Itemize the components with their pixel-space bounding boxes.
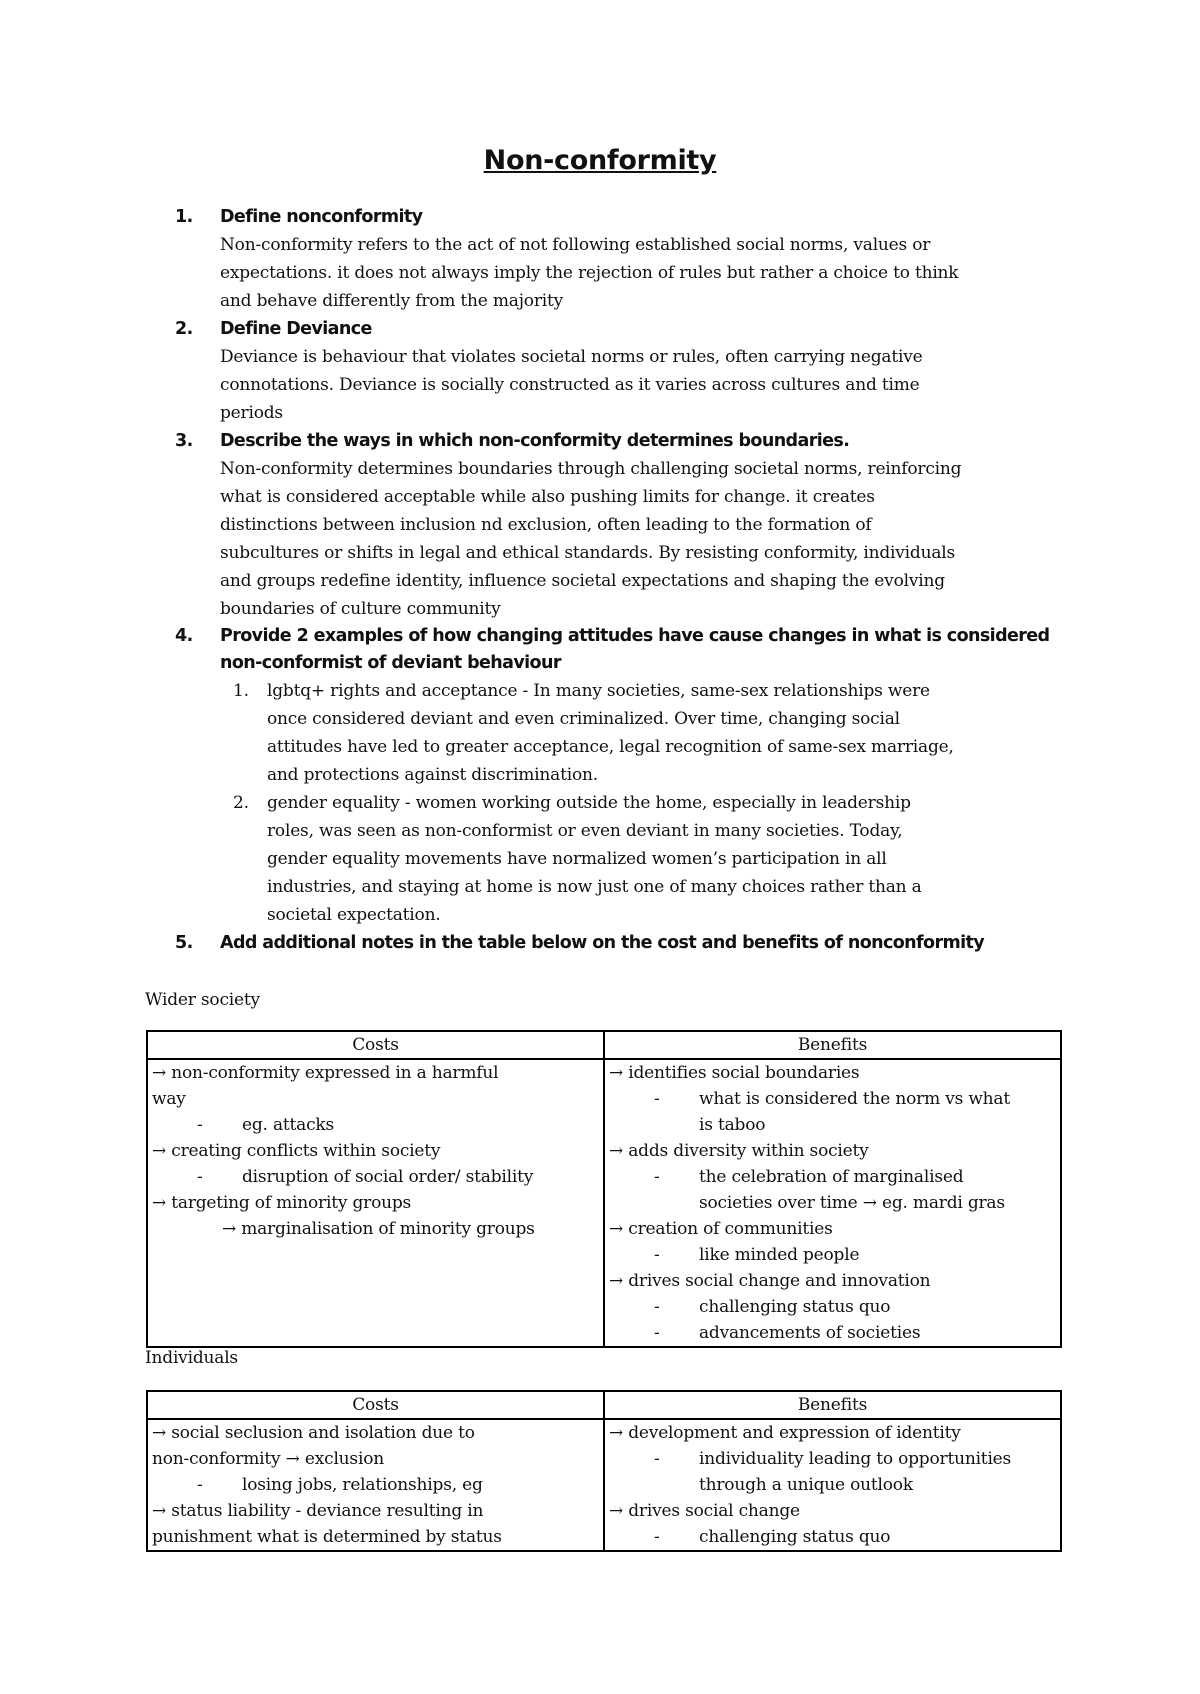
question-number: 4. (175, 626, 193, 646)
question-4 (175, 623, 1075, 929)
bullet-dash: - (197, 1167, 203, 1187)
bullet-dash: - (654, 1245, 660, 1265)
cell-line (609, 1086, 1056, 1112)
question-heading-text: Add additional notes in the table below on the cost and benefits of nonconformity (220, 933, 985, 953)
page-title: Non-conformity (483, 145, 717, 176)
cell-line-text: individuality leading to opportunities (699, 1449, 1012, 1469)
benefits-header: Benefits (604, 1391, 1061, 1419)
table-row (147, 1059, 1061, 1347)
example-item (220, 789, 1075, 929)
answer-line: connotations. Deviance is socially constructed as it varies across cultures and time (220, 375, 920, 395)
example-line: lgbtq+ rights and acceptance - In many societies, same-sex relationships were (267, 681, 930, 701)
costs-header: Costs (147, 1031, 604, 1059)
example-line: and protections against discrimination. (267, 765, 598, 785)
costs-cell (147, 1419, 604, 1551)
cell-line (609, 1446, 1056, 1472)
answer-line: boundaries of culture community (220, 599, 501, 619)
example-line: once considered deviant and even criminalized. Over time, changing social (267, 709, 900, 729)
table-header-row (147, 1391, 1061, 1419)
question-3 (175, 427, 1075, 623)
answer-line: expectations. it does not always imply the rejection of rules but rather a choice to think (220, 263, 959, 283)
benefits-header: Benefits (604, 1031, 1061, 1059)
cell-line-text: challenging status quo (699, 1527, 891, 1547)
cell-line (609, 1524, 1056, 1550)
cell-line-text: what is considered the norm vs what (699, 1089, 1010, 1109)
answer-line: Non-conformity refers to the act of not following established social norms, values or (220, 235, 931, 255)
example-number: 2. (233, 793, 249, 813)
cell-line: societies over time → eg. mardi gras (699, 1193, 1005, 1213)
cell-line: → creation of communities (609, 1219, 833, 1239)
bullet-dash: - (654, 1323, 660, 1343)
section-label-wider-society: Wider society (145, 990, 260, 1010)
cell-line: way (152, 1089, 186, 1109)
example-line: gender equality movements have normalized women’s participation in all (267, 849, 887, 869)
individuals-table (146, 1390, 1062, 1552)
costs-cell (147, 1059, 604, 1347)
bullet-dash: - (197, 1115, 203, 1135)
question-number: 3. (175, 431, 193, 451)
example-line: gender equality - women working outside the home, especially in leadership (267, 793, 911, 813)
cell-line (152, 1112, 599, 1138)
cell-line-text: advancements of societies (699, 1323, 921, 1343)
question-heading (175, 315, 1075, 343)
example-line: attitudes have led to greater acceptance, legal recognition of same-sex marriage, (267, 737, 954, 757)
bullet-dash: - (654, 1167, 660, 1187)
answer-line: periods (220, 403, 283, 423)
cell-line (609, 1164, 1056, 1190)
cell-line: → status liability - deviance resulting in (152, 1501, 484, 1521)
benefits-cell (604, 1059, 1061, 1347)
cell-line: → drives social change (609, 1501, 800, 1521)
example-number: 1. (233, 681, 249, 701)
cell-line: → drives social change and innovation (609, 1271, 931, 1291)
cell-line: → targeting of minority groups (152, 1193, 412, 1213)
question-1 (175, 203, 1075, 315)
question-heading-line: non-conformist of deviant behaviour (220, 653, 561, 673)
question-answer (175, 343, 1075, 427)
bullet-dash: - (654, 1089, 660, 1109)
question-answer (175, 231, 1075, 315)
example-item (220, 677, 1075, 789)
section-label-individuals: Individuals (145, 1348, 238, 1368)
table-row (147, 1419, 1061, 1551)
cell-line (152, 1472, 599, 1498)
answer-line: what is considered acceptable while also pushing limits for change. it creates (220, 487, 875, 507)
question-answer (175, 455, 1075, 623)
answer-line: subcultures or shifts in legal and ethical standards. By resisting conformity, individuals (220, 543, 956, 563)
question-heading-line: Provide 2 examples of how changing attitudes have cause changes in what is considered (220, 626, 1050, 646)
cell-line: through a unique outlook (699, 1475, 913, 1495)
table-header-row (147, 1031, 1061, 1059)
cell-line: → non-conformity expressed in a harmful (152, 1063, 499, 1083)
answer-line: and behave differently from the majority (220, 291, 564, 311)
example-line: roles, was seen as non-conformist or even deviant in many societies. Today, (267, 821, 903, 841)
cell-line (609, 1294, 1056, 1320)
costs-header: Costs (147, 1391, 604, 1419)
benefits-cell (604, 1419, 1061, 1551)
cell-line-text: like minded people (699, 1245, 860, 1265)
cell-line: → adds diversity within society (609, 1141, 869, 1161)
cell-line: → social seclusion and isolation due to (152, 1423, 475, 1443)
question-2 (175, 315, 1075, 427)
question-heading (175, 623, 1075, 677)
cell-line: → marginalisation of minority groups (222, 1219, 535, 1239)
question-5 (175, 929, 1075, 957)
bullet-dash: - (654, 1527, 660, 1547)
cell-line (609, 1242, 1056, 1268)
bullet-dash: - (654, 1449, 660, 1469)
cell-line-text: eg. attacks (242, 1115, 335, 1135)
question-list (175, 203, 1075, 957)
cell-line (152, 1164, 599, 1190)
example-line: societal expectation. (267, 905, 441, 925)
example-line: industries, and staying at home is now just one of many choices rather than a (267, 877, 922, 897)
question-heading-text: Define nonconformity (220, 207, 423, 227)
cell-line: → creating conflicts within society (152, 1141, 441, 1161)
cell-line: non-conformity → exclusion (152, 1449, 384, 1469)
cell-line (609, 1320, 1056, 1346)
question-heading (175, 203, 1075, 231)
answer-line: Non-conformity determines boundaries through challenging societal norms, reinforcing (220, 459, 962, 479)
question-heading-text: Define Deviance (220, 319, 372, 339)
question-number: 2. (175, 319, 193, 339)
cell-line-text: losing jobs, relationships, eg (242, 1475, 483, 1495)
cell-line: punishment what is determined by status (152, 1527, 502, 1547)
example-list (175, 677, 1075, 929)
cell-line-text: challenging status quo (699, 1297, 891, 1317)
question-number: 1. (175, 207, 193, 227)
question-heading-text: Describe the ways in which non-conformity determines boundaries. (220, 431, 850, 451)
cell-line-text: disruption of social order/ stability (242, 1167, 534, 1187)
cell-line-text: the celebration of marginalised (699, 1167, 964, 1187)
cell-line: is taboo (699, 1115, 766, 1135)
question-number: 5. (175, 933, 193, 953)
bullet-dash: - (197, 1475, 203, 1495)
answer-line: Deviance is behaviour that violates societal norms or rules, often carrying negative (220, 347, 923, 367)
cell-line: → development and expression of identity (609, 1423, 961, 1443)
cell-line: → identifies social boundaries (609, 1063, 860, 1083)
answer-line: distinctions between inclusion nd exclusion, often leading to the formation of (220, 515, 872, 535)
answer-line: and groups redefine identity, influence societal expectations and shaping the evolving (220, 571, 945, 591)
wider-society-table (146, 1030, 1062, 1348)
bullet-dash: - (654, 1297, 660, 1317)
question-heading (175, 929, 1075, 957)
question-heading (175, 427, 1075, 455)
